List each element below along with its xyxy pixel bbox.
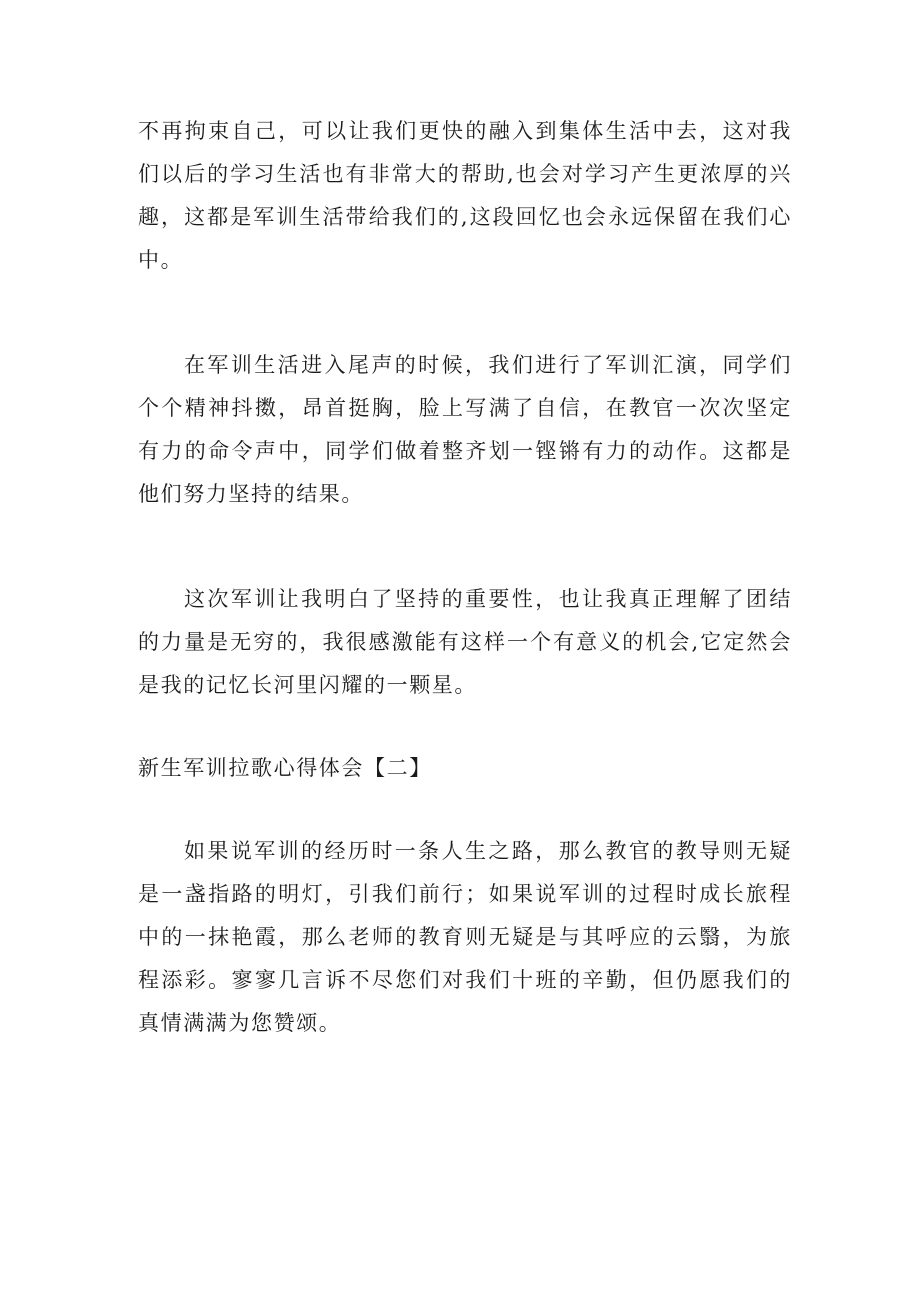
paragraph-3: 这次军训让我明白了坚持的重要性，也让我真正理解了团结的力量是无穷的，我很感激能有这样一个有意义的机会,它定然会是我的记忆长河里闪耀的一颗星。 bbox=[138, 587, 792, 697]
paragraph-gap bbox=[138, 790, 792, 830]
paragraph-1: 不再拘束自己，可以让我们更快的融入到集体生活中去，这对我们以后的学习生活也有非常大的帮助,也会对学习产生更浓厚的兴趣，这都是军训生活带给我们的,这段回忆也会永远保留在我们心中。 bbox=[138, 119, 792, 272]
paragraph-gap bbox=[138, 282, 792, 344]
document-page bbox=[138, 110, 792, 1045]
paragraph-2: 在军训生活进入尾声的时候，我们进行了军训汇演，同学们个个精神抖擞，昂首挺胸，脸上写满了自信，在教官一次次坚定有力的命令声中，同学们做着整齐划一铿锵有力的动作。这都是他们努力坚持的结果。 bbox=[138, 353, 792, 506]
paragraph-gap bbox=[138, 707, 792, 747]
paragraph-4: 如果说军训的经历时一条人生之路，那么教官的教导则无疑是一盏指路的明灯，引我们前行；如果说军训的过程时成长旅程中的一抹艳霞，那么老师的教育则无疑是与其呼应的云翳，为旅程添彩。寥寥几言诉不尽您们对我们十班的辛勤，但仍愿我们的真情满满为您赞颂。 bbox=[138, 839, 792, 1035]
paragraph-gap bbox=[138, 516, 792, 578]
section-heading: 新生军训拉歌心得体会【二】 bbox=[138, 756, 432, 780]
